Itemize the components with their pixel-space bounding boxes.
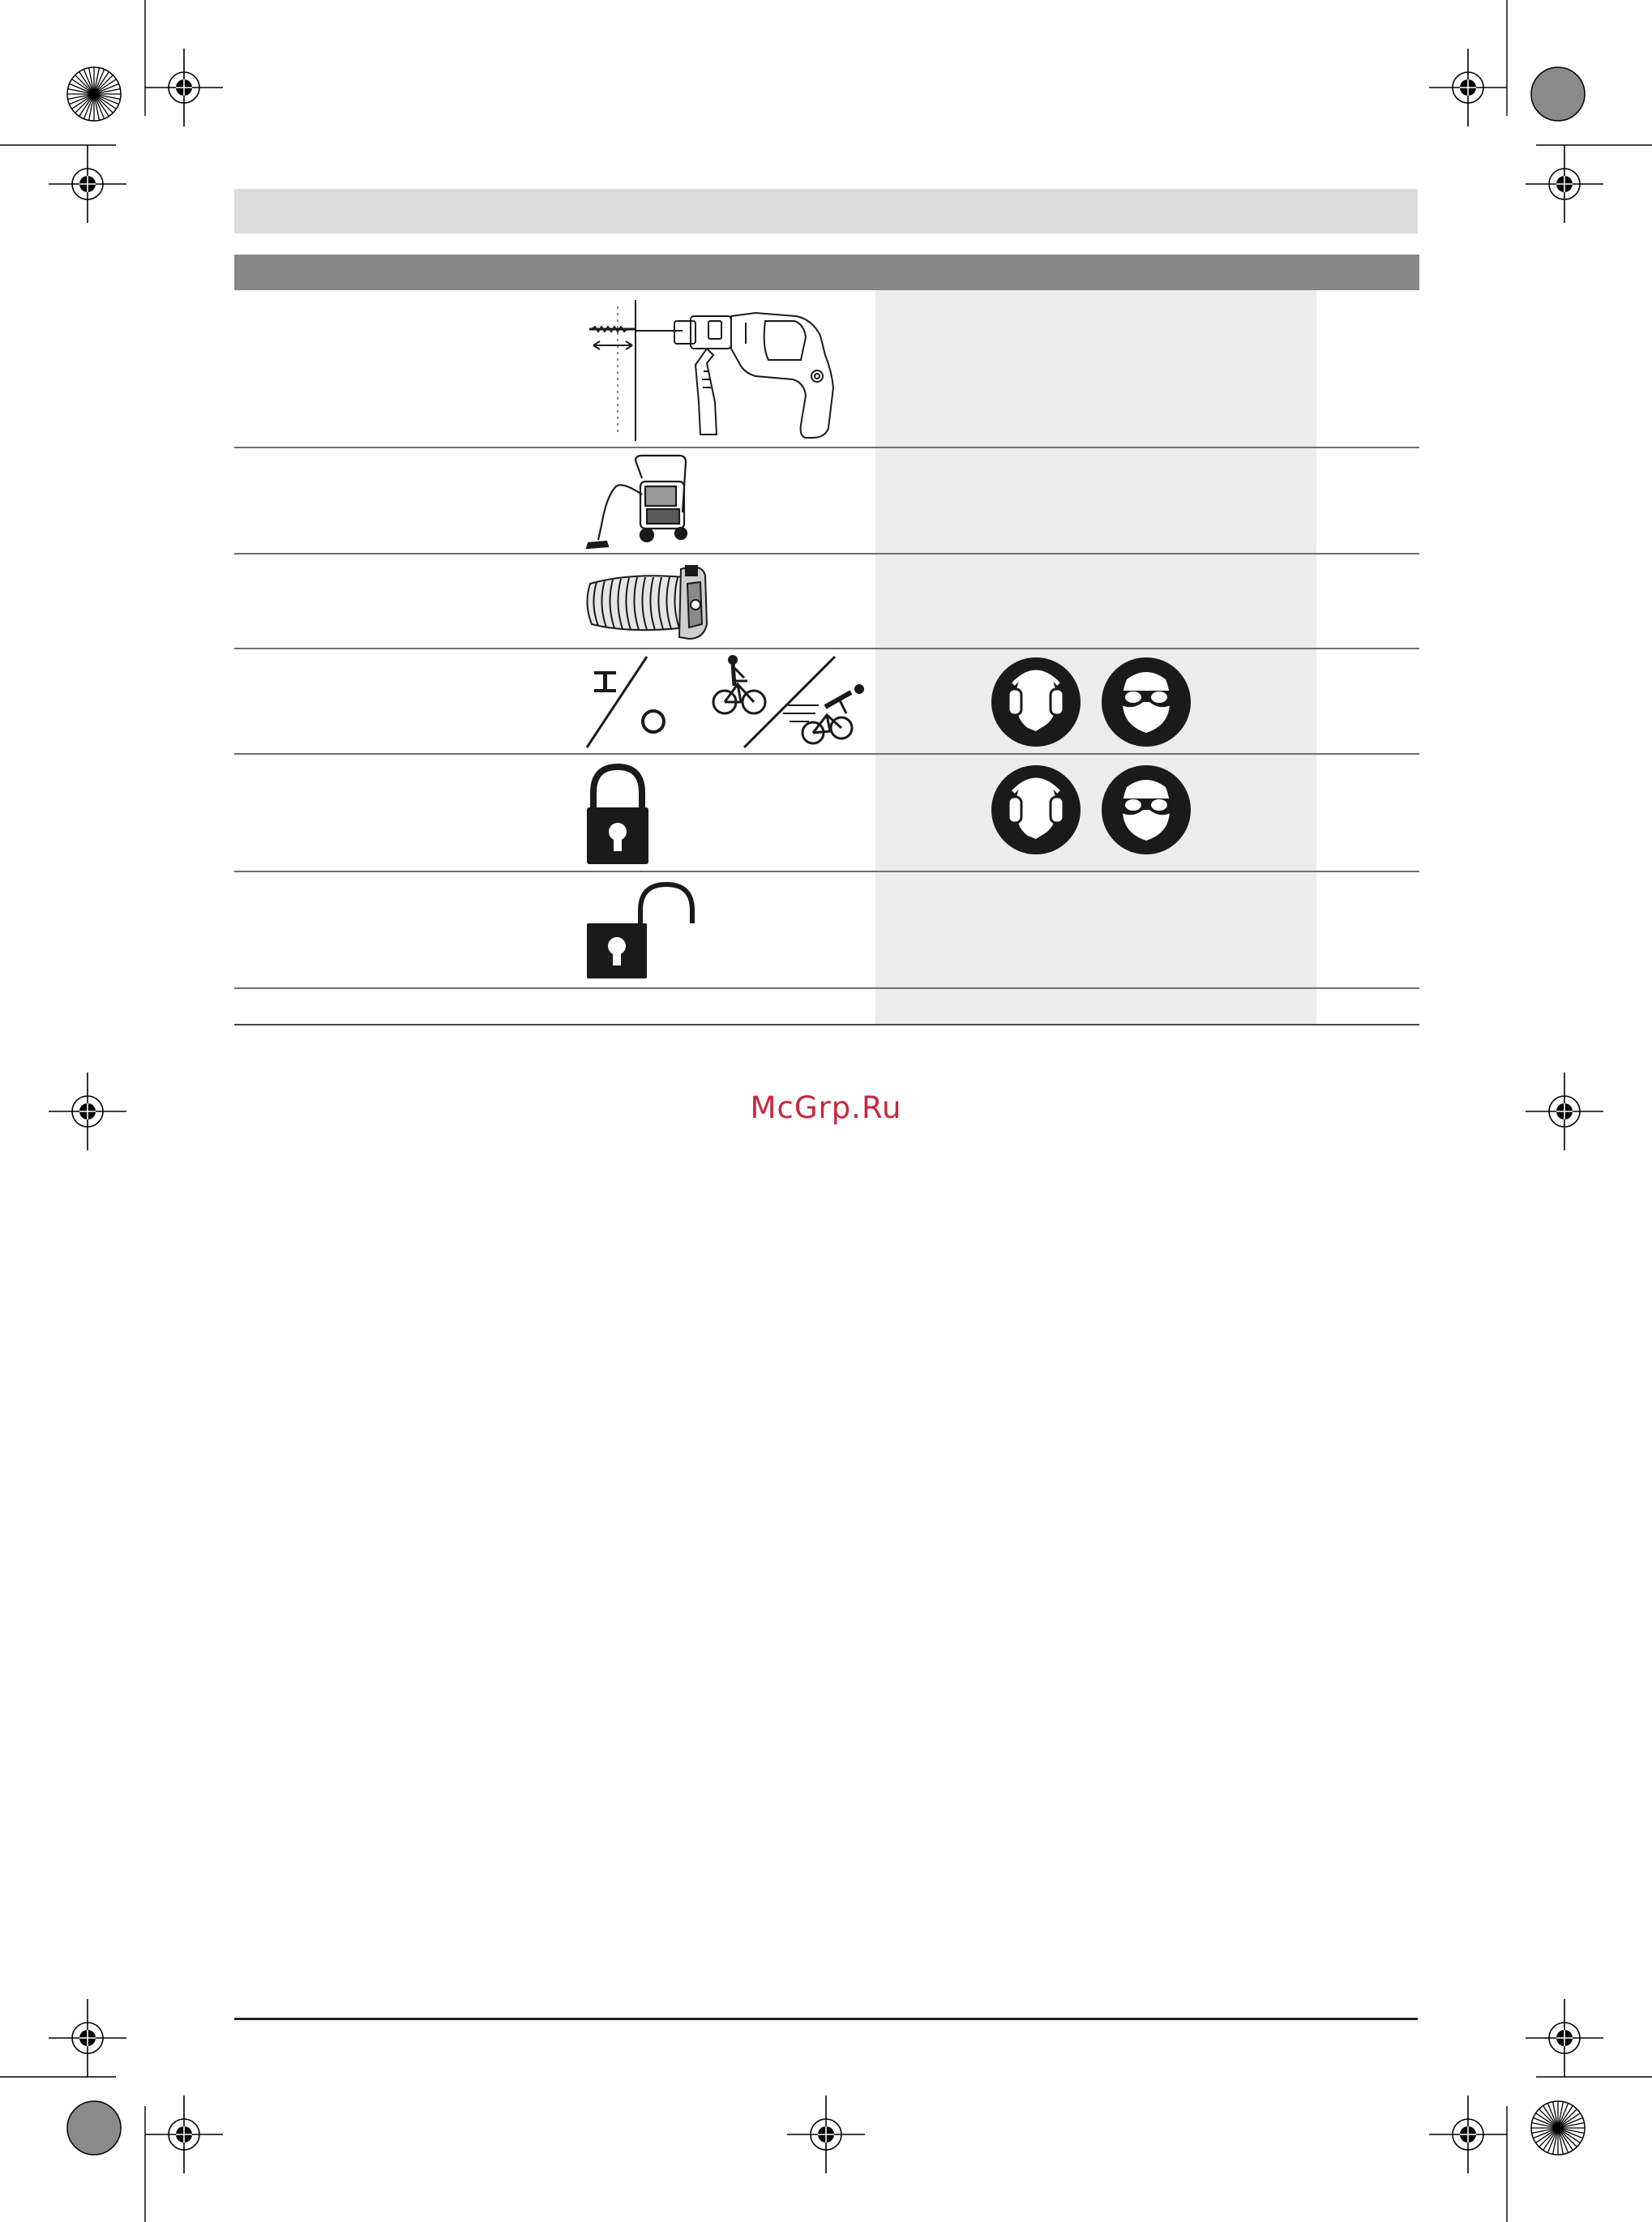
on-off-switch-speed-icon — [582, 653, 874, 751]
row-divider — [234, 447, 1419, 448]
row-divider — [234, 753, 1419, 755]
footer-rule — [234, 2018, 1418, 2020]
locked-padlock-icon — [585, 764, 650, 866]
row-divider — [234, 553, 1419, 554]
watermark: McGrp.Ru — [750, 1090, 902, 1125]
hammer-drill-depth-stop-icon — [585, 298, 838, 444]
dust-extractor-icon — [584, 454, 705, 550]
header-bar — [234, 189, 1418, 233]
row-divider — [234, 987, 1419, 989]
row-divider — [234, 648, 1419, 649]
unlocked-padlock-icon — [585, 881, 700, 980]
hearing-protection-icon — [991, 764, 1081, 855]
eye-protection-icon — [1101, 764, 1192, 855]
hearing-protection-icon — [991, 657, 1081, 747]
eye-protection-icon — [1101, 657, 1192, 747]
shaded-column — [875, 290, 1316, 1025]
table-header-bar — [234, 255, 1419, 290]
row-divider — [234, 871, 1419, 872]
dust-extraction-attachment-icon — [582, 559, 712, 647]
row-divider — [234, 1024, 1419, 1025]
